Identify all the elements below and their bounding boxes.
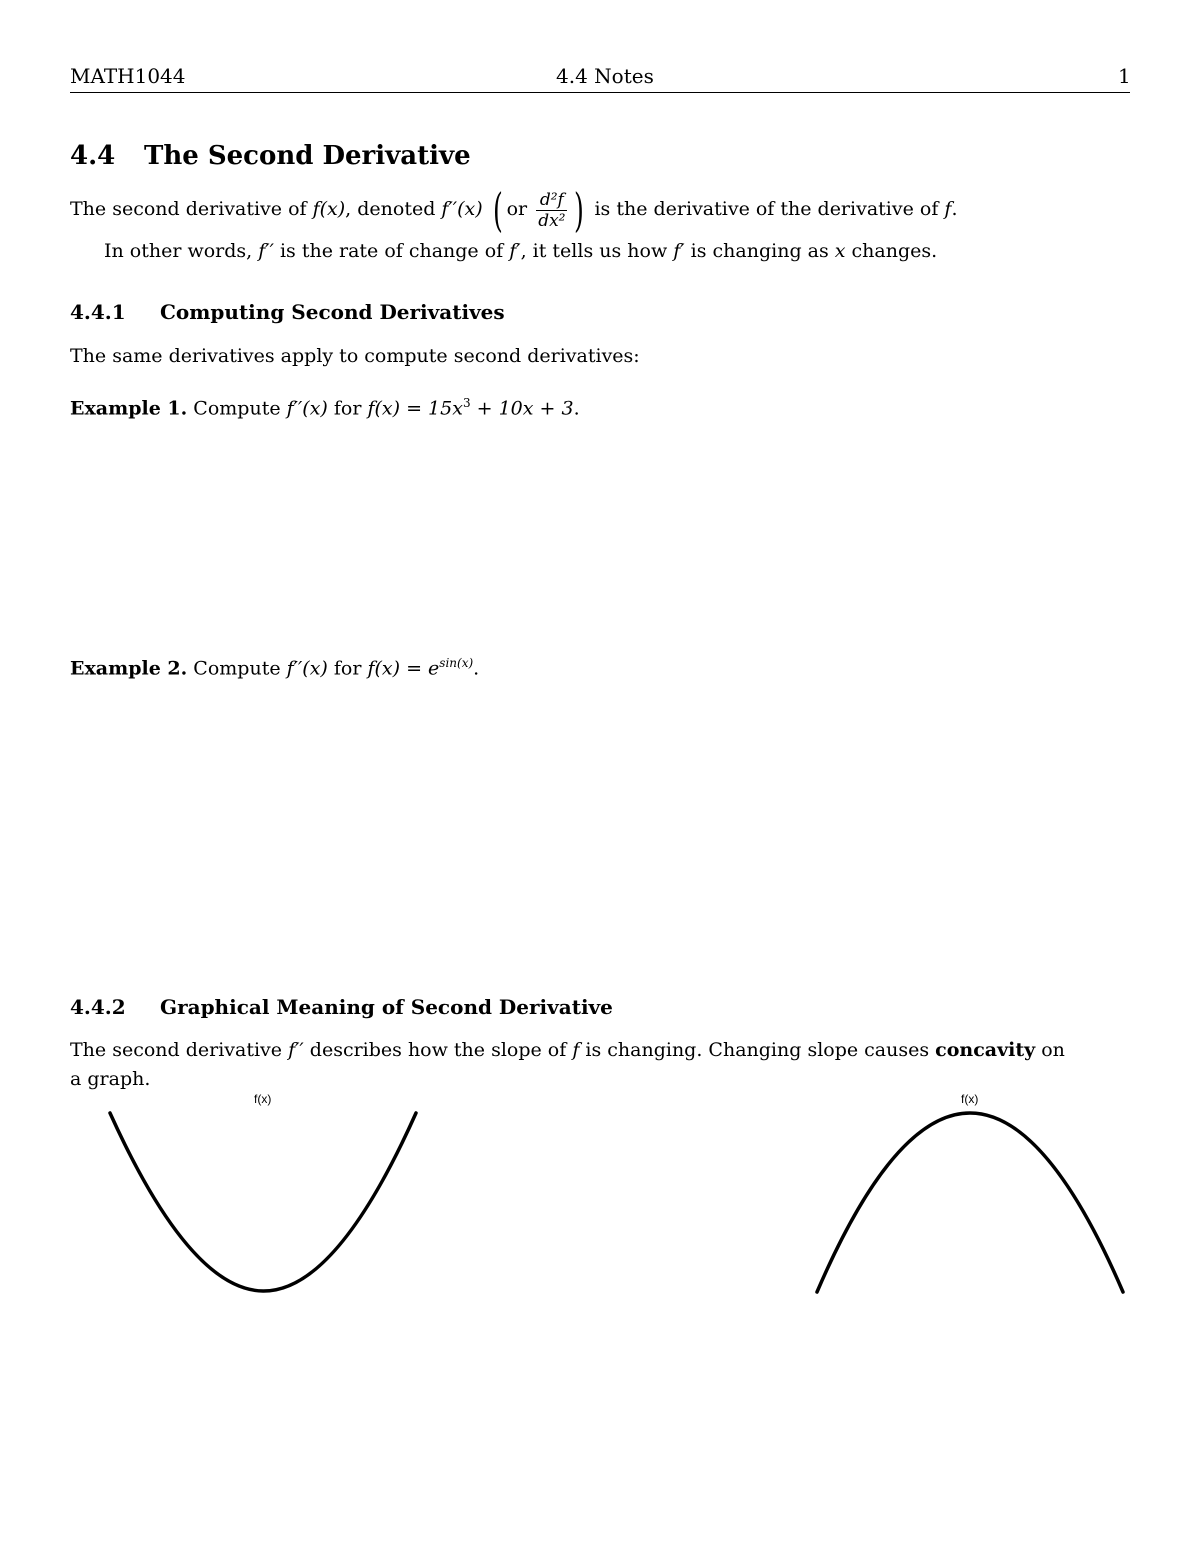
header-course: MATH1044 xyxy=(70,64,186,88)
fraction-denominator: dx² xyxy=(538,210,566,231)
intro-text: is the derivative of the derivative of xyxy=(594,198,945,220)
example-text: . xyxy=(573,397,580,420)
math-fpp: f′′(x) xyxy=(286,397,328,420)
section-title-text: The Second Derivative xyxy=(144,141,471,171)
concave-up-curve xyxy=(110,1113,416,1291)
intro-text: In other words, xyxy=(104,240,259,262)
subsection-title-text: Computing Second Derivatives xyxy=(160,300,505,324)
sub2-text: The second derivative xyxy=(70,1039,289,1061)
math-fpp: f′′ xyxy=(288,1039,304,1061)
sub1-text: The same derivatives apply to compute second derivatives: xyxy=(70,345,640,367)
math-f: f xyxy=(572,1039,580,1061)
subsection-title-text: Graphical Meaning of Second Derivative xyxy=(160,995,613,1019)
example-label: Example 2. xyxy=(70,657,188,680)
concavity-term: concavity xyxy=(935,1039,1036,1061)
intro-text: , it tells us how xyxy=(520,240,674,262)
math-exponent: 3 xyxy=(462,396,471,410)
intro-text: is the rate of change of xyxy=(273,240,510,262)
intro-text: is changing as xyxy=(684,240,835,262)
math-expression: f(x) = e xyxy=(367,657,440,680)
math-fp: f′ xyxy=(673,240,685,262)
example-text: for xyxy=(327,657,368,680)
intro-text: , denoted xyxy=(345,198,442,220)
math-fx: f(x) xyxy=(312,198,346,220)
intro-or: or xyxy=(506,198,528,220)
math-expression: + 10x + 3 xyxy=(470,397,574,420)
sub2-text: describes how the slope of xyxy=(303,1039,573,1061)
math-fp: f′ xyxy=(509,240,521,262)
left-paren: ( xyxy=(492,183,503,237)
right-paren: ) xyxy=(574,183,585,237)
math-fpp: f′′(x) xyxy=(441,198,483,220)
example-text: Compute xyxy=(187,657,287,680)
concave-down-curve xyxy=(817,1113,1123,1292)
intro-text: changes. xyxy=(845,240,938,262)
left-graph-label: f(x) xyxy=(254,1092,272,1106)
sub2-text-line2: a graph. xyxy=(70,1068,151,1090)
sub2-text: is changing. Changing slope causes xyxy=(579,1039,936,1061)
sub2-text: on xyxy=(1035,1039,1065,1061)
math-fpp: f′′(x) xyxy=(286,657,328,680)
subsection-number: 4.4.1 xyxy=(70,300,126,324)
math-fpp: f′′ xyxy=(258,240,274,262)
fraction-numerator: d²f xyxy=(536,190,567,211)
math-x: x xyxy=(834,240,846,262)
header-title: 4.4 Notes xyxy=(556,64,654,88)
section-number: 4.4 xyxy=(70,141,116,171)
right-graph-label: f(x) xyxy=(961,1092,979,1106)
subsection-number: 4.4.2 xyxy=(70,995,126,1019)
example-label: Example 1. xyxy=(70,397,188,420)
math-exponent: sin(x) xyxy=(439,656,474,670)
example-text: for xyxy=(327,397,368,420)
example-text: . xyxy=(473,657,480,680)
intro-text: The second derivative of xyxy=(70,198,313,220)
intro-text: . xyxy=(951,198,958,220)
math-expression: f(x) = 15x xyxy=(367,397,463,420)
example-text: Compute xyxy=(187,397,287,420)
header-page-number: 1 xyxy=(1118,64,1131,88)
math-f: f xyxy=(944,198,952,220)
